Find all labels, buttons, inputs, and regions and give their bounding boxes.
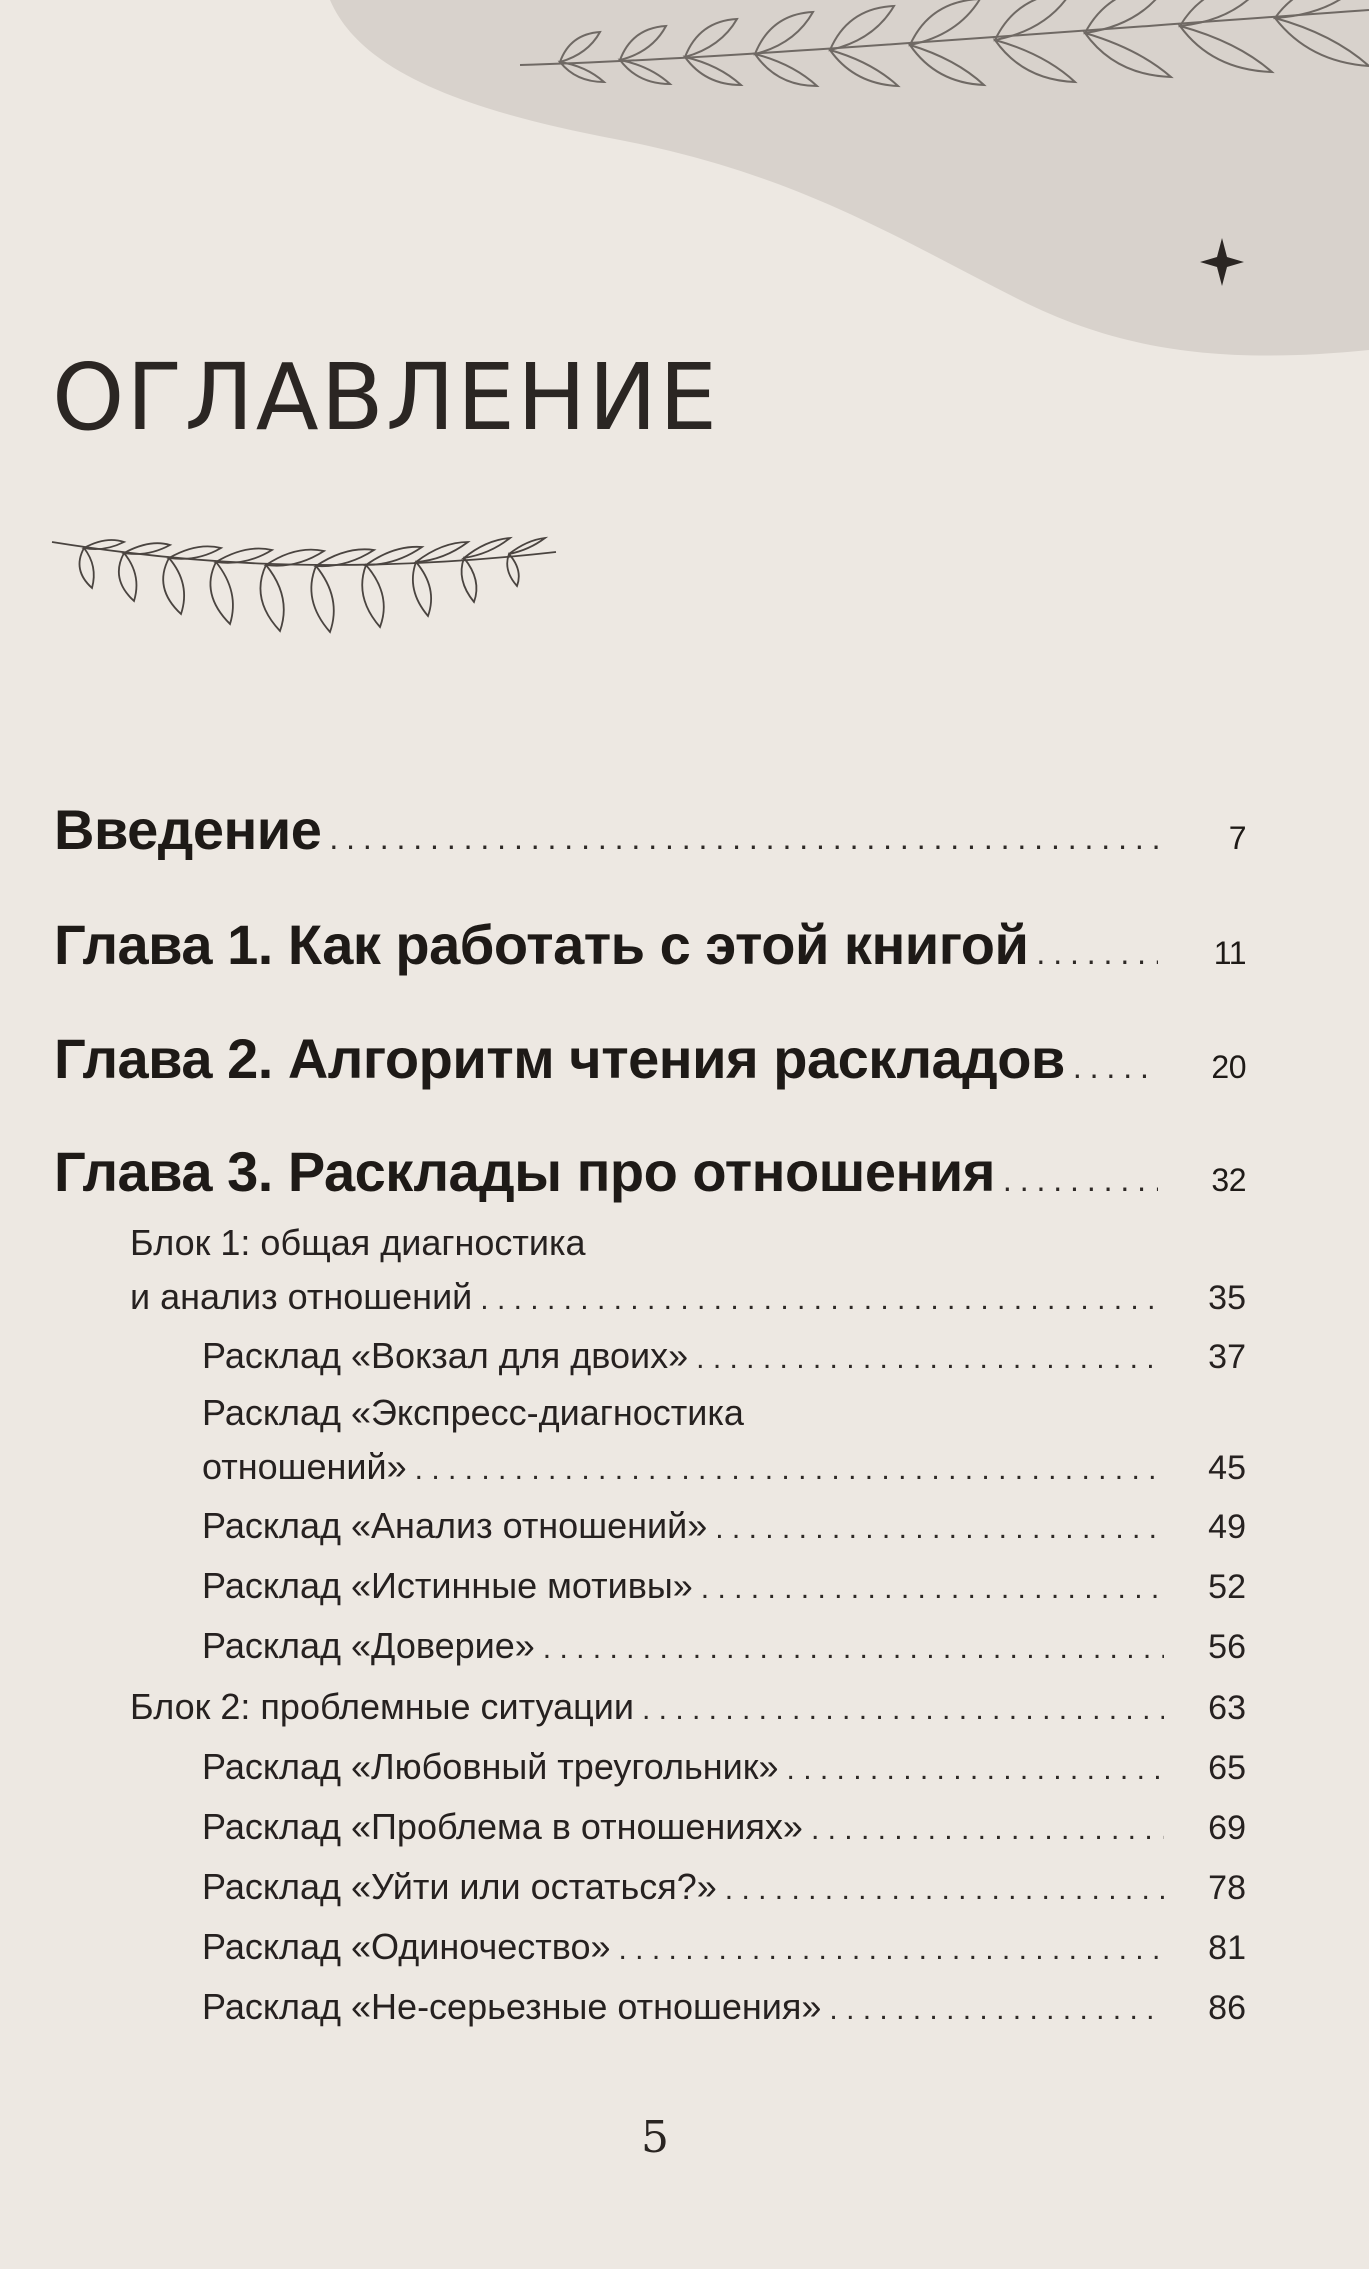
toc-entry-spread-9[interactable] [202,1926,1246,1968]
entry-label: отношений» [202,1446,407,1487]
entry-label: Глава 2. Алгоритм чтения раскладов [54,1027,1065,1090]
spread-2-title-line-1: Расклад «Экспресс-диагностика [202,1392,744,1433]
entry-label: и анализ отношений [130,1276,473,1317]
entry-label: Расклад «Любовный треугольник» [202,1746,779,1787]
entry-page-number: 56 [1208,1628,1246,1666]
entry-label: Расклад «Доверие» [202,1625,535,1666]
toc-entry-block-1[interactable] [130,1276,1246,1318]
entry-page-number: 81 [1208,1929,1246,1967]
toc-entry-chapter-2[interactable] [54,1026,1246,1091]
dot-leader [642,1693,1164,1727]
toc-entry-spread-5[interactable] [202,1625,1246,1667]
entry-label: Блок 2: проблемные ситуации [130,1686,634,1727]
dot-leader [725,1873,1164,1907]
toc-entry-introduction[interactable] [54,797,1246,862]
dot-leader [480,1283,1164,1317]
dot-leader [696,1342,1164,1376]
dot-leader [543,1632,1164,1666]
toc-entry-block-2[interactable] [130,1686,1246,1728]
entry-page-number: 86 [1208,1989,1246,2027]
entry-page-number: 78 [1208,1869,1246,1907]
entry-page-number: 32 [1211,1162,1246,1198]
entry-page-number: 45 [1208,1449,1246,1487]
entry-label: Расклад «Анализ отношений» [202,1505,708,1546]
dot-leader [415,1453,1164,1487]
dot-leader [787,1753,1164,1787]
dot-leader [715,1512,1164,1546]
entry-page-number: 65 [1208,1749,1246,1787]
entry-label: Расклад «Уйти или остаться?» [202,1866,717,1907]
entry-page-number: 35 [1208,1279,1246,1317]
entry-page-number: 37 [1208,1338,1246,1376]
entry-label: Расклад «Вокзал для двоих» [202,1335,689,1376]
entry-page-number: 69 [1208,1809,1246,1847]
toc-entry-spread-10[interactable] [202,1986,1246,2028]
entry-page-number: 49 [1208,1508,1246,1546]
block-1-title-line-1: Блок 1: общая диагностика [130,1222,586,1263]
entry-label: Глава 3. Расклады про отношения [54,1140,995,1203]
entry-page-number: 7 [1228,820,1246,856]
toc-entry-spread-7[interactable] [202,1806,1246,1848]
toc-entry-spread-3[interactable] [202,1505,1246,1547]
entry-page-number: 20 [1211,1049,1246,1085]
toc-entry-spread-8[interactable] [202,1866,1246,1908]
page-title: ОГЛАВЛЕНИЕ [52,344,720,451]
entry-label: Расклад «Одиночество» [202,1926,611,1967]
dot-leader [829,1993,1164,2027]
toc-entry-chapter-1[interactable] [54,912,1246,977]
entry-page-number: 11 [1213,935,1246,971]
toc-entry-spread-2[interactable] [202,1446,1246,1488]
entry-page-number: 52 [1208,1568,1246,1606]
dot-leader [701,1572,1164,1606]
dot-leader [811,1813,1164,1847]
dot-leader [329,820,1158,857]
dot-leader [1003,1162,1158,1199]
toc-entry-spread-4[interactable] [202,1565,1246,1607]
toc-entry-spread-1[interactable] [202,1335,1246,1377]
entry-label: Введение [54,798,322,861]
toc-entry-chapter-3[interactable] [54,1139,1246,1204]
dot-leader [619,1933,1164,1967]
dot-leader [1073,1049,1158,1086]
entry-label: Расклад «Проблема в отношениях» [202,1806,803,1847]
entry-label: Расклад «Не-серьезные отношения» [202,1986,822,2027]
toc-entry-spread-6[interactable] [202,1746,1246,1788]
entry-label: Глава 1. Как работать с этой книгой [54,913,1029,976]
entry-page-number: 63 [1208,1689,1246,1727]
dot-leader [1036,935,1158,972]
page-number-folio: 5 [641,2112,669,2163]
entry-label: Расклад «Истинные мотивы» [202,1565,693,1606]
